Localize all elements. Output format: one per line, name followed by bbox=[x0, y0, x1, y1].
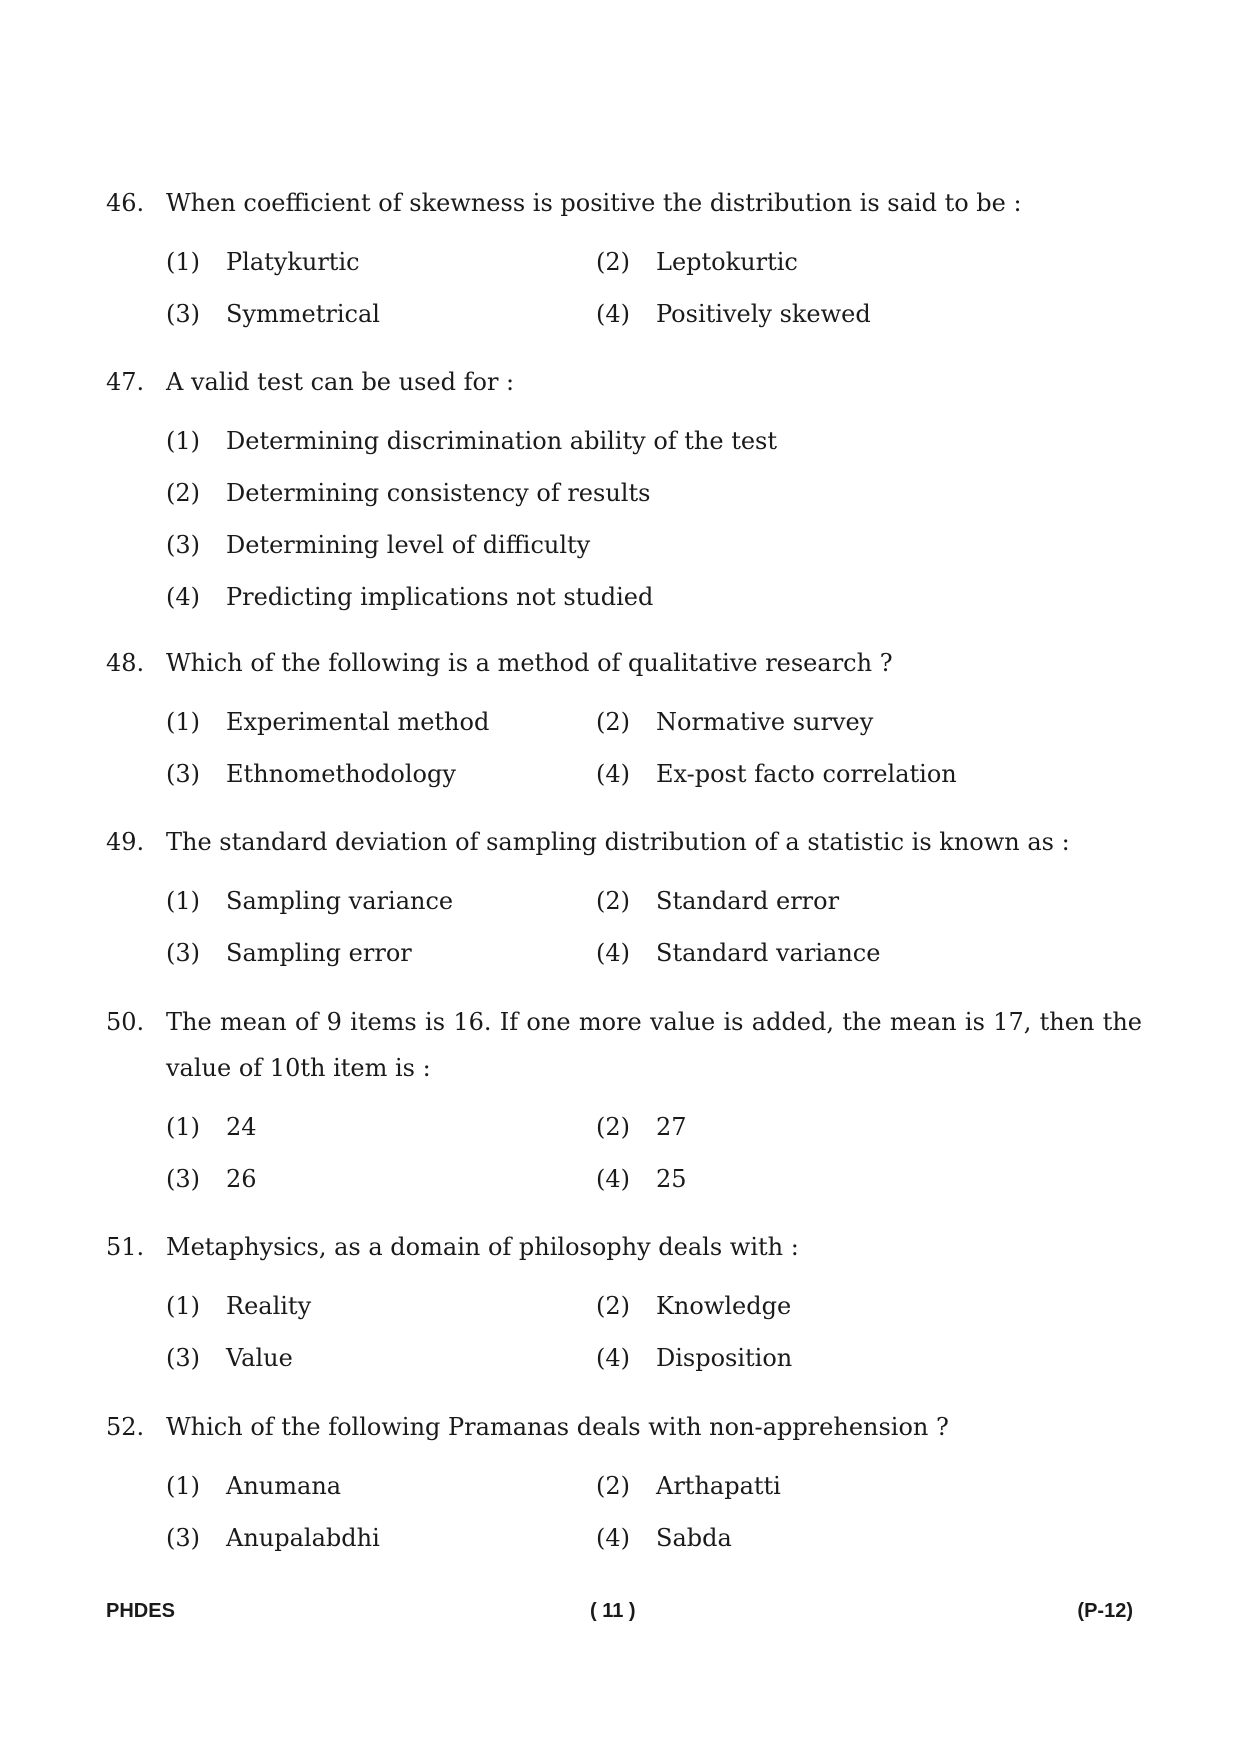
option-3[interactable] bbox=[166, 1335, 596, 1381]
option-1[interactable] bbox=[166, 415, 1142, 467]
question-number: 47. bbox=[106, 368, 145, 396]
option-text: Arthapatti bbox=[656, 1472, 781, 1500]
question-text: When coefficient of skewness is positive the distribution is said to be : bbox=[166, 189, 1022, 217]
option-label: (2) bbox=[596, 248, 630, 276]
option-text: Determining level of difficulty bbox=[226, 531, 591, 559]
options-grid bbox=[166, 875, 1142, 979]
option-4[interactable] bbox=[596, 291, 1026, 337]
option-label: (2) bbox=[596, 1292, 630, 1320]
question-number: 51. bbox=[106, 1233, 145, 1261]
option-text: Platykurtic bbox=[226, 248, 360, 276]
option-label: (3) bbox=[166, 1344, 200, 1372]
option-text: Positively skewed bbox=[656, 300, 871, 328]
question-48 bbox=[106, 640, 1142, 800]
option-text: Determining discrimination ability of the test bbox=[226, 427, 778, 455]
option-text: Ethnomethodology bbox=[226, 760, 456, 788]
option-text: Anupalabdhi bbox=[226, 1524, 380, 1552]
option-label: (4) bbox=[596, 1524, 630, 1552]
question-text: The standard deviation of sampling distribution of a statistic is known as : bbox=[166, 828, 1070, 856]
page-footer bbox=[106, 1600, 1133, 1630]
question-51 bbox=[106, 1224, 1142, 1384]
option-label: (4) bbox=[596, 760, 630, 788]
question-number: 50. bbox=[106, 1008, 145, 1036]
option-1[interactable] bbox=[166, 1283, 596, 1329]
question-49 bbox=[106, 819, 1142, 979]
option-text: Sampling variance bbox=[226, 887, 454, 915]
option-label: (1) bbox=[166, 887, 200, 915]
option-2[interactable] bbox=[596, 239, 1026, 285]
option-text: Ex-post facto correlation bbox=[656, 760, 957, 788]
footer-paper-code: (P-12) bbox=[1077, 1600, 1133, 1622]
question-50 bbox=[106, 999, 1142, 1205]
option-4[interactable] bbox=[166, 571, 1142, 623]
option-label: (3) bbox=[166, 760, 200, 788]
option-1[interactable] bbox=[166, 239, 596, 285]
question-number: 52. bbox=[106, 1413, 145, 1441]
option-text: Sabda bbox=[656, 1524, 732, 1552]
option-label: (3) bbox=[166, 300, 200, 328]
option-1[interactable] bbox=[166, 699, 596, 745]
option-label: (4) bbox=[596, 939, 630, 967]
option-text: Standard error bbox=[656, 887, 840, 915]
options-grid bbox=[166, 1101, 1142, 1205]
option-2[interactable] bbox=[596, 878, 1026, 924]
options-grid bbox=[166, 1280, 1142, 1384]
option-label: (2) bbox=[166, 479, 200, 507]
option-text: Value bbox=[226, 1344, 293, 1372]
option-text: 25 bbox=[656, 1165, 687, 1193]
option-3[interactable] bbox=[166, 930, 596, 976]
option-4[interactable] bbox=[596, 930, 1026, 976]
option-label: (4) bbox=[596, 1165, 630, 1193]
option-label: (2) bbox=[596, 1113, 630, 1141]
option-text: 26 bbox=[226, 1165, 257, 1193]
question-text: Which of the following Pramanas deals with non-apprehension ? bbox=[166, 1413, 949, 1441]
option-2[interactable] bbox=[596, 699, 1026, 745]
option-text: Knowledge bbox=[656, 1292, 792, 1320]
options-grid bbox=[166, 236, 1142, 340]
question-text: A valid test can be used for : bbox=[166, 368, 515, 396]
question-number: 48. bbox=[106, 649, 145, 677]
question-text: The mean of 9 items is 16. If one more value is added, the mean is 17, then the value of 10th item is : bbox=[166, 1008, 1142, 1082]
option-2[interactable] bbox=[166, 467, 1142, 519]
option-text: Determining consistency of results bbox=[226, 479, 651, 507]
option-4[interactable] bbox=[596, 751, 1026, 797]
question-52 bbox=[106, 1404, 1142, 1564]
option-label: (3) bbox=[166, 1165, 200, 1193]
option-3[interactable] bbox=[166, 519, 1142, 571]
option-label: (2) bbox=[596, 708, 630, 736]
option-4[interactable] bbox=[596, 1335, 1026, 1381]
option-label: (1) bbox=[166, 1472, 200, 1500]
option-4[interactable] bbox=[596, 1515, 1026, 1561]
question-number: 49. bbox=[106, 828, 145, 856]
option-label: (3) bbox=[166, 1524, 200, 1552]
options-grid bbox=[166, 1460, 1142, 1564]
option-3[interactable] bbox=[166, 291, 596, 337]
option-label: (1) bbox=[166, 1292, 200, 1320]
option-label: (1) bbox=[166, 427, 200, 455]
option-text: Predicting implications not studied bbox=[226, 583, 654, 611]
question-number: 46. bbox=[106, 189, 145, 217]
question-text: Metaphysics, as a domain of philosophy deals with : bbox=[166, 1233, 799, 1261]
option-text: Symmetrical bbox=[226, 300, 380, 328]
option-1[interactable] bbox=[166, 1463, 596, 1509]
option-text: Experimental method bbox=[226, 708, 490, 736]
option-3[interactable] bbox=[166, 751, 596, 797]
option-label: (2) bbox=[596, 887, 630, 915]
option-label: (4) bbox=[166, 583, 200, 611]
option-label: (1) bbox=[166, 1113, 200, 1141]
option-2[interactable] bbox=[596, 1463, 1026, 1509]
option-2[interactable] bbox=[596, 1283, 1026, 1329]
option-2[interactable] bbox=[596, 1104, 1026, 1150]
option-text: Standard variance bbox=[656, 939, 881, 967]
question-text: Which of the following is a method of qualitative research ? bbox=[166, 649, 893, 677]
option-1[interactable] bbox=[166, 878, 596, 924]
footer-page-number: ( 11 ) bbox=[590, 1600, 636, 1622]
option-label: (2) bbox=[596, 1472, 630, 1500]
option-text: 24 bbox=[226, 1113, 257, 1141]
question-46 bbox=[106, 180, 1142, 340]
option-label: (1) bbox=[166, 248, 200, 276]
option-label: (4) bbox=[596, 300, 630, 328]
option-text: Reality bbox=[226, 1292, 312, 1320]
question-47 bbox=[106, 359, 1142, 623]
option-3[interactable] bbox=[166, 1515, 596, 1561]
options-list bbox=[166, 415, 1142, 623]
options-grid bbox=[166, 696, 1142, 800]
option-text: Leptokurtic bbox=[656, 248, 798, 276]
option-label: (1) bbox=[166, 708, 200, 736]
option-text: Anumana bbox=[226, 1472, 342, 1500]
option-4[interactable] bbox=[596, 1156, 1026, 1202]
option-1[interactable] bbox=[166, 1104, 596, 1150]
option-label: (3) bbox=[166, 939, 200, 967]
option-label: (3) bbox=[166, 531, 200, 559]
option-3[interactable] bbox=[166, 1156, 596, 1202]
option-text: Normative survey bbox=[656, 708, 874, 736]
option-text: 27 bbox=[656, 1113, 687, 1141]
option-text: Disposition bbox=[656, 1344, 793, 1372]
option-label: (4) bbox=[596, 1344, 630, 1372]
option-text: Sampling error bbox=[226, 939, 412, 967]
footer-course-code: PHDES bbox=[106, 1600, 175, 1622]
